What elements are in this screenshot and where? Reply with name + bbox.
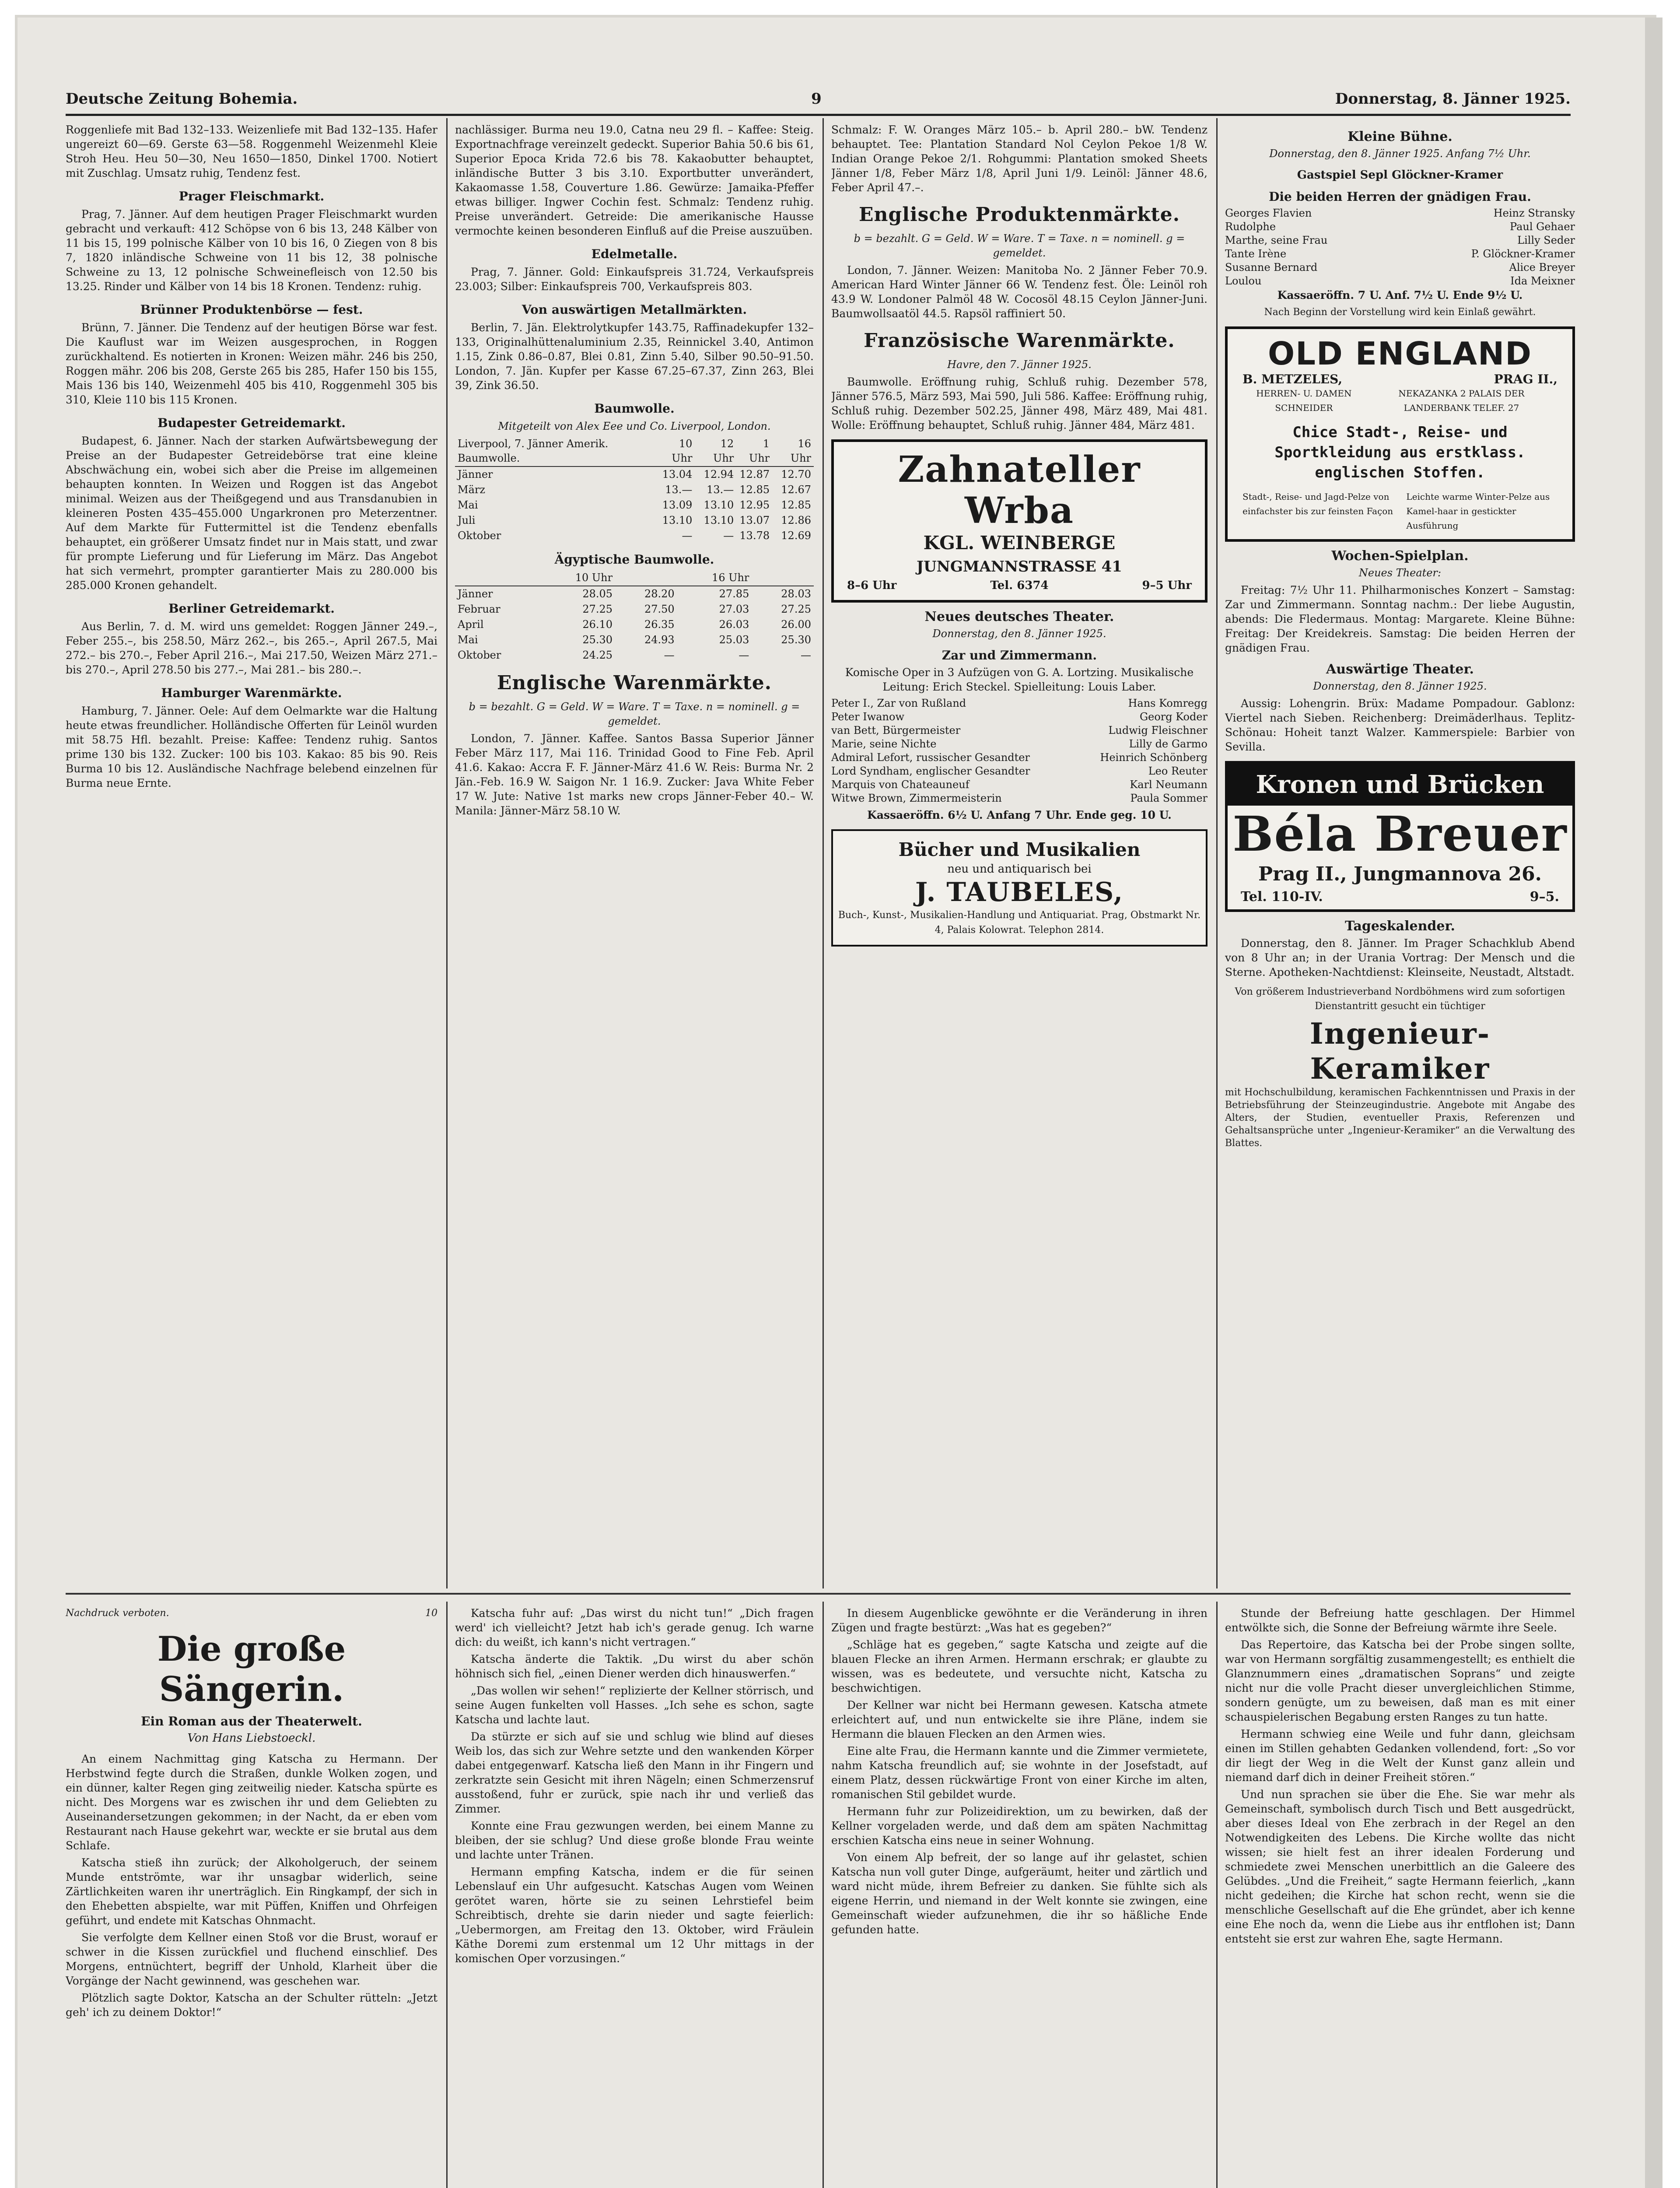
cast-actor: Lilly Seder: [1517, 234, 1575, 246]
table-cell: 27.50: [644, 603, 675, 615]
market-heading: Von auswärtigen Metallmärkten.: [522, 302, 747, 317]
job-ad-title: Ingenieur-Keramiker: [1309, 1017, 1491, 1086]
market-heading: Budapester Getreidemarkt.: [157, 416, 346, 430]
novel-paragraph: Hermann schwieg eine Weile und fuhr dann, gleichsam einen im Stillen gehabten Gedanken vollendend, fort: „So vor dir liegt der Weg in die Welt der Kunst ganz allein und niemand darf dich in deiner Freiheit stören.“: [1225, 1728, 1575, 1784]
cast-actor: Hans Komregg: [1128, 697, 1208, 709]
ad-owner: B. METZELES,: [1242, 372, 1343, 386]
advertisement-taubeles: [831, 829, 1208, 947]
market-heading: Berliner Getreidemarkt.: [168, 601, 335, 616]
novel-paragraph: Von einem Alp befreit, der so lange auf ihr gelastet, schien Katscha nun voll guter Dinge, aufgeräumt, heiter und zärtlich und ward nicht müde, ihrem Befreier zu danken. Sie fühlte sich als eigene Herrin, und niemand in der Welt konnte sie zwingen, eine Gemeinschaft wieder aufzunehmen, die ihr so häßliche Ende gefunden hatte.: [831, 1851, 1208, 1936]
table-cell: Juli: [458, 514, 476, 526]
theatre-play-title: Zar und Zimmermann.: [942, 648, 1097, 663]
cast-row: [831, 697, 1208, 710]
table-header-cell: 1 Uhr: [736, 436, 772, 466]
column-rule: [446, 118, 448, 1588]
table-header-cell: 10 Uhr: [540, 570, 615, 586]
novel-column-3: [831, 1606, 1208, 2188]
theatre-play-title: Die beiden Herren der gnädigen Frau.: [1269, 189, 1531, 204]
novel-paragraph: „Das wollen wir sehen!“ replizierte der Kellner störrisch, und seine Augen funkelten voll Hasses. „Ich sehe es schon, sagte Katscha und lachte laut.: [455, 1684, 814, 1726]
theatre-times: Kassaeröffn. 6½ U. Anfang 7 Uhr. Ende geg. 10 U.: [867, 809, 1172, 821]
ad-address: Prag II., Jungmannova 26.: [1258, 863, 1542, 885]
novel-author: Von Hans Liebstoeckl.: [187, 1732, 316, 1745]
section-heading: Französische Warenmärkte.: [864, 330, 1175, 352]
cast-row: [831, 764, 1208, 778]
job-ad-intro: Von größerem Industrieverband Nordböhmens wird zum sofortigen Dienstantritt gesucht ein tüchtiger: [1235, 986, 1565, 1012]
table-cell: 26.35: [644, 618, 675, 631]
ad-hours: 8–6 Uhr: [847, 579, 897, 592]
table-cell: —: [723, 529, 734, 542]
table-cell: Mai: [458, 499, 478, 511]
table-cell: —: [738, 649, 749, 661]
theatre-subheading: Neues Theater:: [1358, 567, 1442, 579]
market-report: London, 7. Jänner. Kaffee. Santos Bassa Superior Jänner Feber März 117, Mai 116. Trinidad Good to Fine Feb. April 41.6. Kakao: Accra F. F. Jänner-März 41.6 W. Reis: Burma Nr. 2 Jän.-Feb. 16.9 W. Saigon Nr. 1 16.9. Zucker: Java White Feber 17 W. Jute: Native 1st marks new crops Jänner-Feber 40.– W. Manila: Jänner-März 58.10 W.: [455, 732, 814, 817]
ad-banner: [1228, 764, 1572, 806]
table-cell: 27.03: [719, 603, 749, 615]
table-cell: 24.25: [582, 649, 613, 661]
cast-actor: Paul Gehaer: [1510, 221, 1575, 233]
table-cell: 27.85: [719, 588, 749, 600]
cast-role: Rudolphe: [1225, 221, 1276, 233]
market-report: London, 7. Jänner. Weizen: Manitoba No. 2 Jänner Feber 70.9. American Hard Winter Jänner 66 W. Tendenz fest. Öle: Leinöl roh 43.9 W. Londoner Palmöl 48 W. Cocosöl 48.15 Ceylon Jänner-Juni. Baumwollsaatöl 44.5. Rapsöl raffiniert 50.: [831, 264, 1208, 320]
market-report: nachlässiger. Burma neu 19.0, Catna neu 29 fl. – Kaffee: Steig. Exportnachfrage vereinzelt gedeckt. Superior Bahia 50.6 bis 61, Superior Epoca Krida 72.6 bis 78. Kakaobutter behauptet, inländische Butter 3 bis 3.10. Exportbutter unverändert, Kakaomasse 1.58, Couverture 1.86. Gewürze: Jamaika-Pfeffer etwas billiger. Ingwer Cochin fest. Schmalz: Tendenz ruhig. Preise unverändert. Getreide: Die amerikanische Hausse vermochte keinen besonderen Einfluß auf die Preise auszuüben.: [455, 123, 814, 237]
market-report: Schmalz: F. W. Oranges März 105.– b. April 280.– bW. Tendenz behauptet. Tee: Plantation Standard Nol Ceylon Pekoe 1/8 W. Indian Orange Pekoe 2/1. Rohgummi: Plantation smoked Sheets Jänner 1/8, Feber März 1/8, April Juni 1/9. Leinöl: Jänner 48.6, Feber April 47.–.: [831, 123, 1208, 194]
market-report: Baumwolle. Eröffnung ruhig, Schluß ruhig. Dezember 578, Jänner 576.5, März 593, Mai 590, Juli 586. Kaffee: Eröffnung ruhig, Schluß ruhig. Dezember 502.25, Jänner 498, März 489, Mai 481. Wolle: Eröffnung behauptet, Schluß ruhig. Jänner 484, März 481.: [831, 375, 1208, 431]
scan-edge: [1645, 18, 1662, 2188]
table-cell: 12.85: [739, 484, 770, 496]
novel-column-4: [1225, 1606, 1575, 2188]
table-row: [455, 528, 814, 543]
table-header-cell: Liverpool, 7. Jänner Amerik. Baumwolle.: [455, 436, 654, 466]
cast-role: Marie, seine Nichte: [831, 738, 937, 750]
table-header-cell: [752, 570, 814, 586]
table-row: [455, 586, 814, 602]
table-row: [455, 513, 814, 528]
novel-paragraph: Stunde der Befreiung hatte geschlagen. Der Himmel entwölkte sich, die Sonne der Befreiung wärmte ihre Seele.: [1225, 1607, 1575, 1634]
cast-actor: Georg Koder: [1139, 711, 1208, 723]
market-heading: Prager Fleischmarkt.: [178, 189, 325, 203]
ad-title: Zahnateller Wrba: [898, 449, 1141, 532]
novel-paragraph: An einem Nachmittag ging Katscha zu Hermann. Der Herbstwind fegte durch die Straßen, dunkle Wolken zogen, und ein dünner, kalter Regen ging zeitweilig nieder. Katscha spürte es nicht. Des Morgens war es zwischen ihr und dem Geliebten zu Auseinandersetzungen gekommen; in der Nacht, da er eben vom Restaurant nach Hause gekehrt war, weckte er sie brutal aus dem Schlafe.: [66, 1753, 438, 1852]
ad-footer-text: Leichte warme Winter-Pelze aus Kamel-haar in gestickter Ausführung: [1406, 491, 1550, 531]
advertisement-bela-breuer: [1225, 761, 1575, 912]
table-cell: Oktober: [458, 529, 501, 542]
novel-paragraph: Plötzlich sagte Doktor, Katscha an der Schulter rütteln: „Jetzt geh' ich zu deinem Doktor!“: [66, 1992, 438, 2019]
novel-title: Die große Sängerin.: [157, 1629, 346, 1709]
table-cell: 13.04: [662, 468, 693, 480]
theatre-guest: Gastspiel Sepl Glöckner-Kramer: [1297, 168, 1503, 182]
novel-paragraph: Sie verfolgte dem Kellner einen Stoß vor die Brust, worauf er schwer in die Kissen zurückfiel und fluchend einschlief. Des Morgens, entnüchtert, begriff der Unhold, Klarheit über die Vorgänge der Nacht gewinnend, was geschehen war.: [66, 1931, 438, 1987]
table-row: [455, 617, 814, 632]
table-cell: 13.—: [665, 484, 693, 496]
reprint-notice: Nachdruck verboten.: [66, 1608, 169, 1619]
table-cell: 28.03: [781, 588, 811, 600]
cast-actor: Paula Sommer: [1130, 792, 1208, 804]
table-cell: 25.30: [781, 634, 811, 646]
table-cell: 26.03: [719, 618, 749, 631]
cast-role: Peter I., Zar von Rußland: [831, 697, 966, 709]
market-report: Prag, 7. Jänner. Gold: Einkaufspreis 31.724, Verkaufspreis 23.003; Silber: Einkaufspreis 700, Verkaufspreis 803.: [455, 266, 814, 293]
market-report: Brünn, 7. Jänner. Die Tendenz auf der heutigen Börse war fest. Die Kauflust war im Weizen ausgesprochen, in Roggen zurückhaltend. Es notierten in Kronen: Weizen mähr. 246 bis 250, Roggen mähr. 206 bis 208, Gerste 265 bis 285, Hafer 150 bis 155, Mais 136 bis 140, Weizenmehl 405 bis 410, Roggenmehl 305 bis 310, Kleie 110 bis 115 Kronen.: [66, 321, 438, 406]
table-cell: 24.93: [644, 634, 675, 646]
ad-hours: 9–5 Uhr: [1142, 579, 1192, 592]
table-cell: 13.10: [704, 514, 734, 526]
cast-actor: P. Glöckner-Kramer: [1471, 248, 1575, 260]
column-rule: [1216, 1602, 1218, 2188]
table-cell: —: [801, 649, 811, 661]
novel-paragraph: Konnte eine Frau gezwungen werden, bei einem Manne zu bleiben, der sie schlug? Und diese große blonde Frau weinte und lachte unter Tränen.: [455, 1820, 814, 1861]
market-column-1: [66, 123, 438, 1588]
cast-actor: Heinrich Schönberg: [1100, 751, 1208, 764]
header-date: Donnerstag, 8. Jänner 1925.: [1335, 90, 1571, 108]
cast-list: [831, 697, 1208, 805]
market-heading: Brünner Produktenbörse — fest.: [140, 302, 363, 317]
cast-row: [1225, 274, 1575, 288]
table-cell: März: [458, 484, 485, 496]
theatre-date: Donnerstag, den 8. Jänner 1925.: [932, 628, 1106, 640]
table-cell: —: [682, 529, 693, 542]
ad-hours: 9–5.: [1530, 889, 1559, 905]
theatre-schedule: Freitag: 7½ Uhr 11. Philharmonisches Konzert – Samstag: Zar und Zimmermann. Sonntag nachm.: Der liebe Augustin, abends: Die Fledermaus. Montag: Margarete. Kleine Bühne: Freitag: Der Kreidekreis. Samstag: Die beiden Herren der gnädigen Frau.: [1225, 584, 1575, 654]
table-cell: Oktober: [458, 649, 501, 661]
column-rule: [822, 1602, 824, 2188]
table-cell: 26.10: [582, 618, 613, 631]
table-cell: 27.25: [582, 603, 613, 615]
ad-detail: HERREN- U. DAMEN SCHNEIDER: [1256, 388, 1352, 413]
market-report: Budapest, 6. Jänner. Nach der starken Aufwärtsbewegung der Preise an der Budapester Getreidebörse trat eine kleine Abschwächung ein, wobei sich aber die Preise im allgemeinen behaupten konnten. In Weizen und Roggen ist das Angebot minimal. Weizen aus der Theißgegend und aus Transdanubien in kleineren Posten 435–455.000 Ungarkronen pro Meterzentner. Auf dem Markte für Futtermittel ist die Tendenz ebenfalls behauptet, ein größerer Umsatz findet nur in Mais statt, und zwar für prompte Lieferung und für Lieferung im März. Das Angebot hat sich vermehrt, prompter garantierter Mais zu 280.000 bis 285.000 Kronen gehandelt.: [66, 435, 438, 592]
ad-details-row: [1234, 386, 1566, 415]
theatre-heading: Auswärtige Theater.: [1326, 662, 1474, 677]
novel-paragraph: Hermann fuhr zur Polizeidirektion, um zu bewirken, daß der Kellner vorgeladen werde, und daß dem am späten Nachmittag erschien Katscha eins neue in seiner Wohnung.: [831, 1805, 1208, 1847]
ad-footer-row: [1234, 490, 1566, 533]
cast-row: [1225, 234, 1575, 247]
egypt-cotton-table: [455, 570, 814, 663]
cotton-table: [455, 436, 814, 543]
theatre-heading: Wochen-Spielplan.: [1331, 548, 1469, 564]
column-rule: [822, 118, 824, 1588]
table-cell: —: [664, 649, 675, 661]
section-divider: [66, 1593, 1571, 1595]
cast-actor: Heinz Stransky: [1493, 207, 1575, 219]
table-header-cell: 16 Uhr: [772, 436, 814, 466]
ad-street: JUNGMANNSTRASSE 41: [917, 558, 1122, 575]
cast-role: Susanne Bernard: [1225, 261, 1318, 274]
column-rule: [1216, 118, 1218, 1588]
market-report: Hamburg, 7. Jänner. Oele: Auf dem Oelmarkte war die Haltung heute etwas freundlicher. Holländische Offerten für Leinöl wurden mit 58.75 Hfl. bezahlt. Preise: Kaffee: Tendenz ruhig. Santos prime 130 bis 132. Zucker: 100 bis 103. Kakao: 85 bis 90. Reis Burma 10 bis 12. Ausländische Nachfrage belebend einzelnen für Burma neue Ernte.: [66, 705, 438, 789]
theatre-schedule: Aussig: Lohengrin. Brüx: Madame Pompadour. Gablonz: Viertel nach Sieben. Reichenberg: Dreimäderlhaus. Teplitz-Schönau: Hoheit tanzt Walzer. Kammerspiele: Barbier von Sevilla.: [1225, 697, 1575, 753]
theatre-date: Donnerstag, den 8. Jänner 1925.: [1313, 680, 1487, 692]
section-heading: Englische Produktenmärkte.: [858, 203, 1180, 226]
ad-footer-text: Stadt-, Reise- und Jagd-Pelze von einfachster bis zur feinsten Façon: [1242, 491, 1393, 516]
cast-row: [1225, 220, 1575, 234]
ad-address: Buch-, Kunst-, Musikalien-Handlung und Antiquariat. Prag, Obstmarkt Nr. 4, Palais Kolowrat. Telephon 2814.: [838, 910, 1201, 936]
market-heading: Baumwolle.: [594, 401, 675, 416]
table-cell: 12.94: [704, 468, 734, 480]
cast-list: [1225, 207, 1575, 288]
novel-paragraph: In diesem Augenblicke gewöhnte er die Veränderung in ihren Zügen und fragte bestürzt: „Was hat es gegeben?“: [831, 1607, 1208, 1634]
table-cell: 27.25: [781, 603, 811, 615]
table-cell: 13.10: [704, 499, 734, 511]
novel-paragraph: Und nun sprachen sie über die Ehe. Sie war mehr als Gemeinschaft, symbolisch durch Tisch und Bett ausgedrückt, aber dieses Ideal von Ehe zerbrach in der Regel an den Notwendigkeiten des Lebens. Die Kirche wollte das nicht wissen; sie hielt fest an ihrer idealen Forderung und schmiedete zwei Menschen unerbittlich an die Galeere des Gelübdes. „Und die Freiheit,“ sagte Hermann feierlich, „kann nicht gedeihen; die Kirche hat schon recht, wenn sie die menschliche Gesellschaft auf die Ehe gründet, aber ich kenne eine Ehe noch da, wenn die Liebe aus ihr entflohen ist; Dann entsteht sie erst zur wahren Ehe, sagte Hermann.: [1225, 1788, 1575, 1945]
table-cell: 26.00: [781, 618, 811, 631]
ad-location: KGL. WEINBERGE: [923, 532, 1116, 554]
cast-role: Loulou: [1225, 275, 1262, 287]
cast-actor: Lilly de Garmo: [1129, 738, 1208, 750]
novel-paragraph: Der Kellner war nicht bei Hermann gewesen. Katscha atmete erleichtert auf, und nun entwickelte sie ihre Pläne, indem sie Hermann die blauen Flecken an den Armen wies.: [831, 1699, 1208, 1740]
ad-owner-row: [1234, 372, 1566, 386]
ad-contact-row: [1228, 886, 1572, 909]
table-cell: 13.09: [662, 499, 693, 511]
table-cell: 12.70: [781, 468, 811, 480]
market-subheading: Havre, den 7. Jänner 1925.: [947, 358, 1092, 371]
ad-hours-row: [838, 579, 1200, 593]
table-cell: 25.03: [719, 634, 749, 646]
table-cell: Februar: [458, 603, 500, 615]
table-cell: 28.20: [644, 588, 675, 600]
market-heading: Hamburger Warenmärkte.: [161, 686, 342, 700]
novel-paragraph: Da stürzte er sich auf sie und schlug wie blind auf dieses Weib los, das sich zur Wehre setzte und den wankenden Körper dabei entgegenwarf. Katscha ließ den Mann in ihr Fingern und zerkratzte sein Gesicht mit ihren Nägeln; einen Schmerzensruf ausstoßend, fuhr er zurück, spie nach ihr und verließ das Zimmer.: [455, 1730, 814, 1815]
cast-actor: Alice Breyer: [1509, 261, 1575, 274]
table-header-row: [455, 436, 814, 466]
table-cell: Jänner: [458, 468, 493, 480]
novel-subtitle: Ein Roman aus der Theaterwelt.: [141, 1714, 362, 1729]
cast-row: [1225, 261, 1575, 274]
theatre-description: Komische Oper in 3 Aufzügen von G. A. Lortzing. Musikalische Leitung: Erich Steckel. Spielleitung: Louis Laber.: [845, 666, 1194, 693]
novel-column-1: [66, 1606, 438, 2188]
table-cell: 13.78: [739, 529, 770, 542]
market-subheading: Mitgeteilt von Alex Eee und Co. Liverpool, London.: [498, 420, 771, 432]
table-cell: 28.05: [582, 588, 613, 600]
novel-notice-row: [66, 1606, 438, 1620]
table-header-cell: [615, 570, 677, 586]
table-header-cell: 16 Uhr: [677, 570, 752, 586]
table-cell: Mai: [458, 634, 478, 646]
market-legend: b = bezahlt. G = Geld. W = Ware. T = Taxe. n = nominell. g = gemeldet.: [469, 701, 800, 727]
cast-row: [831, 751, 1208, 764]
page-header: [66, 74, 1571, 116]
cast-actor: Ludwig Fleischner: [1108, 724, 1208, 736]
novel-paragraph: „Schläge hat es gegeben,“ sagte Katscha und zeigte auf die blauen Flecke an ihren Armen. Hermann erschrak; er glaubte zu wissen, was es bedeutete, und versuchte nicht, Katscha zu beschwichtigen.: [831, 1638, 1208, 1694]
cast-role: Lord Syndham, englischer Gesandter: [831, 765, 1030, 777]
header-page-number: 9: [811, 90, 822, 108]
ad-phone: Tel. 6374: [990, 579, 1049, 592]
table-row: [455, 648, 814, 663]
ad-phone: Tel. 110-IV.: [1241, 889, 1323, 905]
ad-detail: NEKAZANKA 2 PALAIS DER LANDERBANK TELEF. 27: [1398, 388, 1525, 413]
cast-row: [831, 778, 1208, 792]
novel-paragraph: Eine alte Frau, die Hermann kannte und die Zimmer vermietete, nahm Katscha freundlich auf; sie wohnte in der Josefstadt, auf einem Platz, dessen rückwärtige Front von einer Kirche im alten, romanischen Stil gebildet wurde.: [831, 1745, 1208, 1801]
table-header-cell: 12 Uhr: [695, 436, 736, 466]
table-header-cell: [455, 570, 540, 586]
job-ad-text: mit Hochschulbildung, keramischen Fachkenntnissen und Praxis in der Betriebsführung der Steinzeugindustrie. Angebote mit Angabe des Alters, der Studien, eventueller Praxis, Referenzen und Gehaltsansprüche unter „Ingenieur-Keramiker“ an die Verwaltung des Blattes.: [1225, 1087, 1575, 1149]
market-report: Prag, 7. Jänner. Auf dem heutigen Prager Fleischmarkt wurden gebracht und verkauft: 412 Schöpse von 6 bis 13, 248 Kälber von 11 bis 15, 199 polnische Kälber von 10 bis 16, 0 Ziegen von 8 bis 7, 1820 inländische Schweine von 11 bis 12, 38 polnische Schweine zu 13, 12 polnische Schweinefleisch von 12.50 bis 13.25. Rinder und Kälber von 14 bis 18 Kronen. Tendenz: ruhig.: [66, 208, 438, 293]
novel-paragraph: Katscha stieß ihn zurück; der Alkoholgeruch, der seinem Munde entströmte, war ihr unsagbar widerlich, seine Zärtlichkeiten waren ihr unerträglich. Ein Ringkampf, der sich in den Ehebetten abspielte, war mit Püffen, Kniffen und Ohrfeigen geführt, und endete mit Katschas Ohnmacht.: [66, 1856, 438, 1927]
table-cell: 12.85: [781, 499, 811, 511]
installment-number: 10: [425, 1608, 438, 1619]
novel-paragraph: Katscha änderte die Taktik. „Du wirst du aber schön höhnisch sich fiel, „einen Diener werden dich hinauswerfen.“: [455, 1653, 814, 1680]
table-cell: Jänner: [458, 588, 493, 600]
ad-city: PRAG II.,: [1494, 372, 1558, 386]
theatre-heading: Neues deutsches Theater.: [924, 609, 1114, 624]
market-report: Aus Berlin, 7. d. M. wird uns gemeldet: Roggen Jänner 249.–, Feber 255.–, bis 258.50, März 262.–, bis 265.–, April 267.5, Mai 272.– bis 270.–, Feber April 216.–, Mai 217.50, Weizen März 271.– bis 270.–, April 278.50 bis 277.–, Mai 281.– bis 280.–.: [66, 620, 438, 676]
table-cell: 13.10: [662, 514, 693, 526]
market-column-2: [455, 123, 814, 1588]
theatre-column: [1225, 123, 1575, 1588]
table-cell: 12.87: [739, 468, 770, 480]
cast-role: Witwe Brown, Zimmermeisterin: [831, 792, 1002, 804]
cast-actor: Ida Meixner: [1510, 275, 1575, 287]
cast-role: Marquis von Chateauneuf: [831, 778, 970, 791]
calendar-heading: Tageskalender.: [1345, 919, 1455, 934]
theatre-date: Donnerstag, den 8. Jänner 1925. Anfang 7½ Uhr.: [1269, 147, 1531, 160]
table-cell: 13.07: [739, 514, 770, 526]
table-cell: 25.30: [582, 634, 613, 646]
cast-row: [1225, 207, 1575, 220]
calendar-text: Donnerstag, den 8. Jänner. Im Prager Schachklub Abend von 8 Uhr an; in der Urania Vortrag: Der Mensch und die Sterne. Apotheken-Nachtdienst: Kleinseite, Neustadt, Altstadt.: [1225, 937, 1575, 978]
table-row: [455, 602, 814, 617]
theatre-note: Nach Beginn der Vorstellung wird kein Einlaß gewährt.: [1264, 307, 1536, 318]
ad-slogan: Chice Stadt-, Reise- und Sportkleidung aus erstklass. englischen Stoffen.: [1274, 424, 1526, 481]
table-cell: 12.95: [739, 499, 770, 511]
table-header-row: [455, 570, 814, 586]
table-cell: 12.67: [781, 484, 811, 496]
cast-row: [831, 724, 1208, 737]
cast-role: van Bett, Bürgermeister: [831, 724, 961, 736]
cast-row: [1225, 247, 1575, 261]
table-row: [455, 482, 814, 498]
ad-title: OLD ENGLAND: [1267, 335, 1533, 372]
table-cell: 13.—: [707, 484, 734, 496]
ad-title: Bücher und Musikalien: [898, 839, 1141, 860]
advertisement-wrba: [831, 439, 1208, 603]
table-cell: April: [458, 618, 484, 631]
novel-column-2: [455, 1606, 814, 2188]
market-heading: Ägyptische Baumwolle.: [554, 552, 714, 567]
table-cell: 12.86: [781, 514, 811, 526]
ad-company: J. TAUBELES,: [915, 877, 1124, 908]
novel-paragraph: Das Repertoire, das Katscha bei der Probe singen sollte, war von Hermann sorgfältig zusammengestellt; es enthielt die Glanznummern eines „dramatischen Soprans“ und zeigte nicht nur die volle Pracht dieser unvergleichlichen Stimme, sondern genügte, um zu beweisen, daß man es mit einer schauspielerischen Begabung ersten Ranges zu tun hatte.: [1225, 1638, 1575, 1723]
cast-row: [831, 710, 1208, 724]
novel-paragraph: Katscha fuhr auf: „Das wirst du nicht tun!“ „Dich fragen werd' ich vielleicht? Jetzt hab ich's gerade genug. Ich warne dich: du weißt, ich kann's nicht vertragen.“: [455, 1607, 814, 1648]
table-row: [455, 466, 814, 482]
ad-company: Béla Breuer: [1232, 806, 1568, 862]
cast-row: [831, 792, 1208, 805]
header-newspaper-name: Deutsche Zeitung Bohemia.: [66, 90, 298, 108]
market-legend: b = bezahlt. G = Geld. W = Ware. T = Taxe. n = nominell. g = gemeldet.: [854, 232, 1185, 259]
market-column-3: [831, 123, 1208, 1588]
theatre-times: Kassaeröffn. 7 U. Anf. 7½ U. Ende 9½ U.: [1277, 289, 1523, 302]
cast-row: [831, 737, 1208, 751]
market-heading: Edelmetalle.: [591, 247, 678, 261]
ad-subtitle: neu und antiquarisch bei: [947, 863, 1092, 876]
cast-role: Admiral Lefort, russischer Gesandter: [831, 751, 1030, 764]
theatre-heading: Kleine Bühne.: [1348, 129, 1452, 144]
table-row: [455, 632, 814, 648]
market-report: Berlin, 7. Jän. Elektrolytkupfer 143.75, Raffinadekupfer 132–133, Originalhüttenaluminium 2.35, Reinnickel 3.40, Antimon 1.15, Zink 0.86–0.87, Blei 0.81, Zinn 5.40, Silber 90.50–91.50. London, 7. Jän. Kupfer per Kasse 67.25–67.37, Zinn 263, Blei 39, Zink 36.50.: [455, 321, 814, 392]
ad-title: Kronen und Brücken: [1256, 770, 1544, 799]
advertisement-old-england: [1225, 326, 1575, 542]
cast-actor: Karl Neumann: [1130, 778, 1208, 791]
cast-role: Marthe, seine Frau: [1225, 234, 1328, 246]
column-rule: [446, 1602, 448, 2188]
table-row: [455, 498, 814, 513]
table-cell: 12.69: [781, 529, 811, 542]
cast-role: Peter Iwanow: [831, 711, 905, 723]
section-heading: Englische Warenmärkte.: [497, 672, 772, 694]
cast-actor: Leo Reuter: [1148, 765, 1208, 777]
market-intro: Roggenliefe mit Bad 132–133. Weizenliefe mit Bad 132–135. Hafer ungereizt 60—69. Gerste 63—58. Roggenmehl Weizenmehl Kleie Stroh Heu. Heu 50—30, Neu 1650—1850, Dinkel 1700. Notiert mit Zuschlag. Umsatz ruhig, Tendenz fest.: [66, 123, 438, 179]
table-header-cell: 10 Uhr: [654, 436, 695, 466]
cast-role: Tante Irène: [1225, 248, 1287, 260]
cast-role: Georges Flavien: [1225, 207, 1312, 219]
novel-paragraph: Hermann empfing Katscha, indem er die für seinen Lebenslauf ein Uhr aufgesucht. Katschas Augen vom Weinen gerötet waren, hörte sie zu seinen Lehrstiefel beim Schreibtisch, drehte sie darin nieder und sagte feierlich: „Uebermorgen, am Freitag den 13. Oktober, wird Fräulein Käthe Doremi zum erstenmal um 12 Uhr mittags in der komischen Oper vorzusingen.“: [455, 1865, 814, 1965]
